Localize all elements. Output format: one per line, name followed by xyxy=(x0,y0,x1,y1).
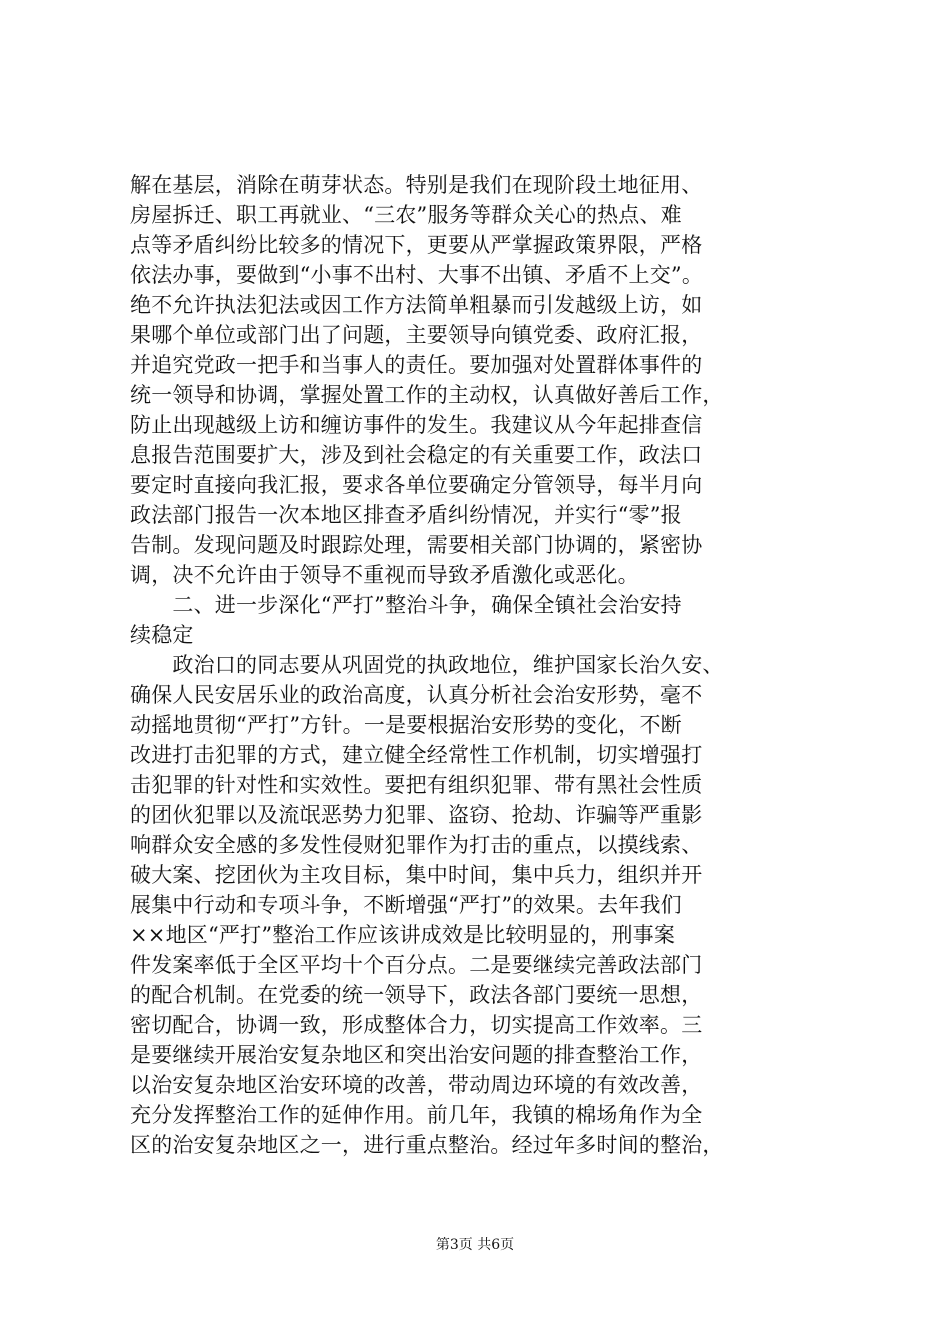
text-line: 房屋拆迁、职工再就业、“三农”服务等群众关心的热点、难 xyxy=(130,203,682,227)
text-line: 件发案率低于全区平均十个百分点。二是要继续完善政法部门 xyxy=(130,953,703,977)
text-line: 依法办事，要做到“小事不出村、大事不出镇、矛盾不上交”。 xyxy=(130,263,704,287)
text-line: 确保人民安居乐业的政治高度，认真分析社会治安形势，毫不 xyxy=(130,683,703,707)
text-line: 区的治安复杂地区之一，进行重点整治。经过年多时间的整治， xyxy=(130,1133,724,1157)
text-line: 的团伙犯罪以及流氓恶势力犯罪、盗窃、抢劫、诈骗等严重影 xyxy=(130,803,703,827)
document-body xyxy=(130,170,830,1160)
text-line: 告制。发现问题及时跟踪处理，需要相关部门协调的，紧密协 xyxy=(130,533,703,557)
text-line: 绝不允许执法犯法或因工作方法简单粗暴而引发越级上访，如 xyxy=(130,293,703,317)
section-heading-line: 续稳定 xyxy=(130,623,194,647)
text-line: ××地区“严打”整治工作应该讲成效是比较明显的，刑事案 xyxy=(130,923,676,947)
text-line: 密切配合，协调一致，形成整体合力，切实提高工作效率。三 xyxy=(130,1013,703,1037)
text-line: 击犯罪的针对性和实效性。要把有组织犯罪、带有黑社会性质 xyxy=(130,773,703,797)
page-number: 第3页 共6页 xyxy=(435,1237,515,1253)
text-line: 政法部门报告一次本地区排查矛盾纠纷情况，并实行“零”报 xyxy=(130,503,682,527)
text-line: 统一领导和协调，掌握处置工作的主动权，认真做好善后工作， xyxy=(130,383,724,407)
text-line: 以治安复杂地区治安环境的改善，带动周边环境的有效改善， xyxy=(130,1073,703,1097)
text-line: 是要继续开展治安复杂地区和突出治安问题的排查整治工作， xyxy=(130,1043,703,1067)
text-line: 要定时直接向我汇报，要求各单位要确定分管领导，每半月向 xyxy=(130,473,703,497)
text-line: 破大案、挖团伙为主攻目标，集中时间，集中兵力，组织并开 xyxy=(130,863,703,887)
text-line: 动摇地贯彻“严打”方针。一是要根据治安形势的变化，不断 xyxy=(130,713,682,737)
text-line: 改进打击犯罪的方式，建立健全经常性工作机制，切实增强打 xyxy=(130,743,703,767)
page-footer xyxy=(0,1234,950,1254)
text-line: 的配合机制。在党委的统一领导下，政法各部门要统一思想， xyxy=(130,983,703,1007)
text-line: 解在基层，消除在萌芽状态。特别是我们在现阶段土地征用、 xyxy=(130,173,703,197)
text-line: 响群众安全感的多发性侵财犯罪作为打击的重点，以摸线索、 xyxy=(130,833,703,857)
text-line: 果哪个单位或部门出了问题，主要领导向镇党委、政府汇报， xyxy=(130,323,703,347)
section-heading-line: 二、进一步深化“严打”整治斗争，确保全镇社会治安持 xyxy=(130,593,682,617)
text-line: 充分发挥整治工作的延伸作用。前几年，我镇的棉场角作为全 xyxy=(130,1103,703,1127)
text-line: 息报告范围要扩大，涉及到社会稳定的有关重要工作，政法口 xyxy=(130,443,703,467)
text-line: 政治口的同志要从巩固党的执政地位，维护国家长治久安、 xyxy=(130,653,724,677)
text-line: 点等矛盾纠纷比较多的情况下，更要从严掌握政策界限，严格 xyxy=(130,233,703,257)
text-line: 调，决不允许由于领导不重视而导致矛盾激化或恶化。 xyxy=(130,563,639,587)
text-line: 并追究党政一把手和当事人的责任。要加强对处置群体事件的 xyxy=(130,353,703,377)
text-line: 防止出现越级上访和缠访事件的发生。我建议从今年起排查信 xyxy=(130,413,703,437)
text-line: 展集中行动和专项斗争，不断增强“严打”的效果。去年我们 xyxy=(130,893,682,917)
